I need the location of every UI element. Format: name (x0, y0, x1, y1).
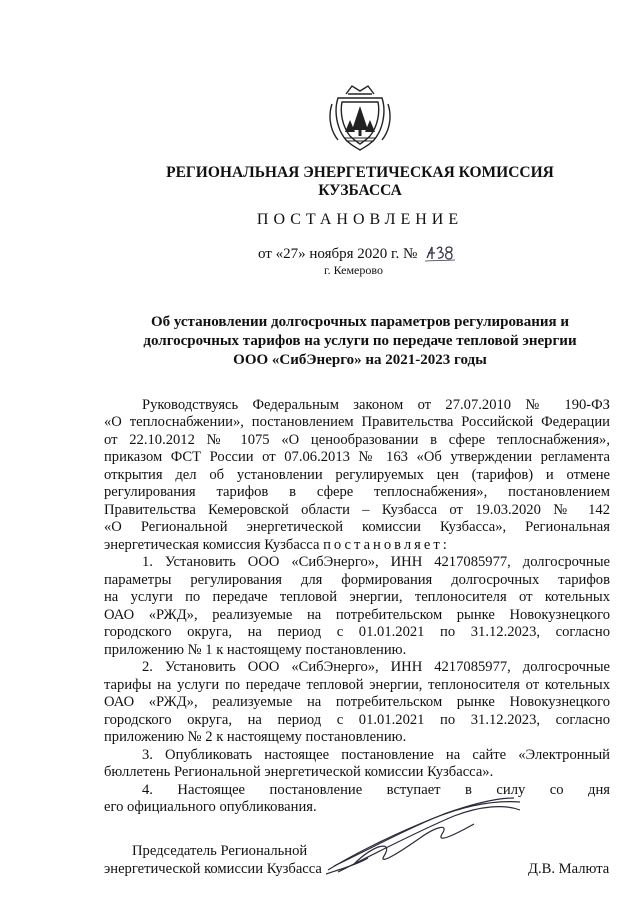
clause-line: городского округа, на период с 01.01.2021 по 31.12.2023, согласно (104, 624, 610, 640)
clause-line: ОАО «РЖД», реализуемые на потребительском рынке Новокузнецкого (104, 694, 610, 710)
preamble-line: от 22.10.2012 № 1075 «О ценообразовании в сфере теплоснабжения», (104, 432, 610, 448)
clause-line: 1. Установить ООО «СибЭнерго», ИНН 4217085977, долгосрочные (142, 554, 610, 570)
clause-line: бюллетень Региональной энергетической комиссии Кузбасса». (104, 764, 494, 780)
issuing-authority-line2: КУЗБАССА (318, 182, 402, 199)
subject-line: Об установлении долгосрочных параметров регулирования и (150, 314, 570, 330)
signatory-title-line2: энергетической комиссии Кузбасса (104, 861, 322, 877)
clause-line: городского округа, на период с 01.01.2021 по 31.12.2023, согласно (104, 712, 610, 728)
clause-line: 2. Установить ООО «СибЭнерго», ИНН 4217085977, долгосрочные (142, 659, 610, 675)
document-date: от «27» ноября 2020 г. № (258, 246, 418, 262)
resolves-word: постановляет: (323, 537, 450, 553)
subject-line: ООО «СибЭнерго» на 2021-2023 годы (233, 352, 487, 368)
clause-line: тарифы на услуги по передаче тепловой энергии, теплоносителя от котельных (104, 677, 610, 693)
clause-line: на услуги по передаче тепловой энергии, теплоносителя от котельных (104, 589, 610, 605)
preamble-last-line: энергетическая комиссия Кузбасса (104, 537, 320, 553)
subject-line: долгосрочных тарифов на услуги по передаче тепловой энергии (143, 333, 577, 349)
preamble-line: Руководствуясь Федеральным законом от 27.07.2010 № 190-ФЗ (142, 397, 610, 413)
preamble-line: Правительства Кемеровской области – Кузбасса от 19.03.2020 № 142 (104, 502, 610, 518)
preamble-line: «О Региональной энергетической комиссии Кузбасса», Региональная (104, 519, 610, 535)
preamble-line: «О теплоснабжении», постановлением Правительства Российской Федерации (104, 414, 610, 430)
preamble-line: регулирования тарифов в сфере теплоснабжения», постановлением (104, 484, 610, 500)
document-city: г. Кемерово (324, 263, 383, 277)
clause-line: 3. Опубликовать настоящее постановление на сайте «Электронный (142, 747, 610, 763)
signatory-title-line1: Председатель Региональной (132, 843, 308, 859)
clause-line: ОАО «РЖД», реализуемые на потребительском рынке Новокузнецкого (104, 607, 610, 623)
signatory-name: Д.В. Малюта (528, 861, 610, 877)
coat-of-arms-emblem (324, 80, 396, 152)
document-type-title: ПОСТАНОВЛЕНИЕ (256, 211, 464, 228)
clause-line: приложению № 2 к настоящему постановлению. (104, 729, 407, 745)
issuing-authority-line1: РЕГИОНАЛЬНАЯ ЭНЕРГЕТИЧЕСКАЯ КОМИССИЯ (166, 164, 554, 181)
handwritten-signature (324, 794, 524, 876)
preamble-line: открытия дел об установлении регулируемых цен (тарифов) и отмене (104, 467, 610, 483)
clause-line: параметры регулирования для формирования долгосрочных тарифов (104, 572, 610, 588)
clause-line: его официального опубликования. (104, 799, 317, 815)
document-number-handwritten (425, 244, 455, 262)
clause-line: 4. Настоящее постановление вступает в силу со дня (142, 782, 610, 798)
preamble-final-line (104, 537, 610, 554)
preamble-line: приказом ФСТ России от 07.06.2013 № 163 «Об утверждении регламента (104, 449, 610, 465)
clause-line: приложению № 1 к настоящему постановлению. (104, 642, 407, 658)
